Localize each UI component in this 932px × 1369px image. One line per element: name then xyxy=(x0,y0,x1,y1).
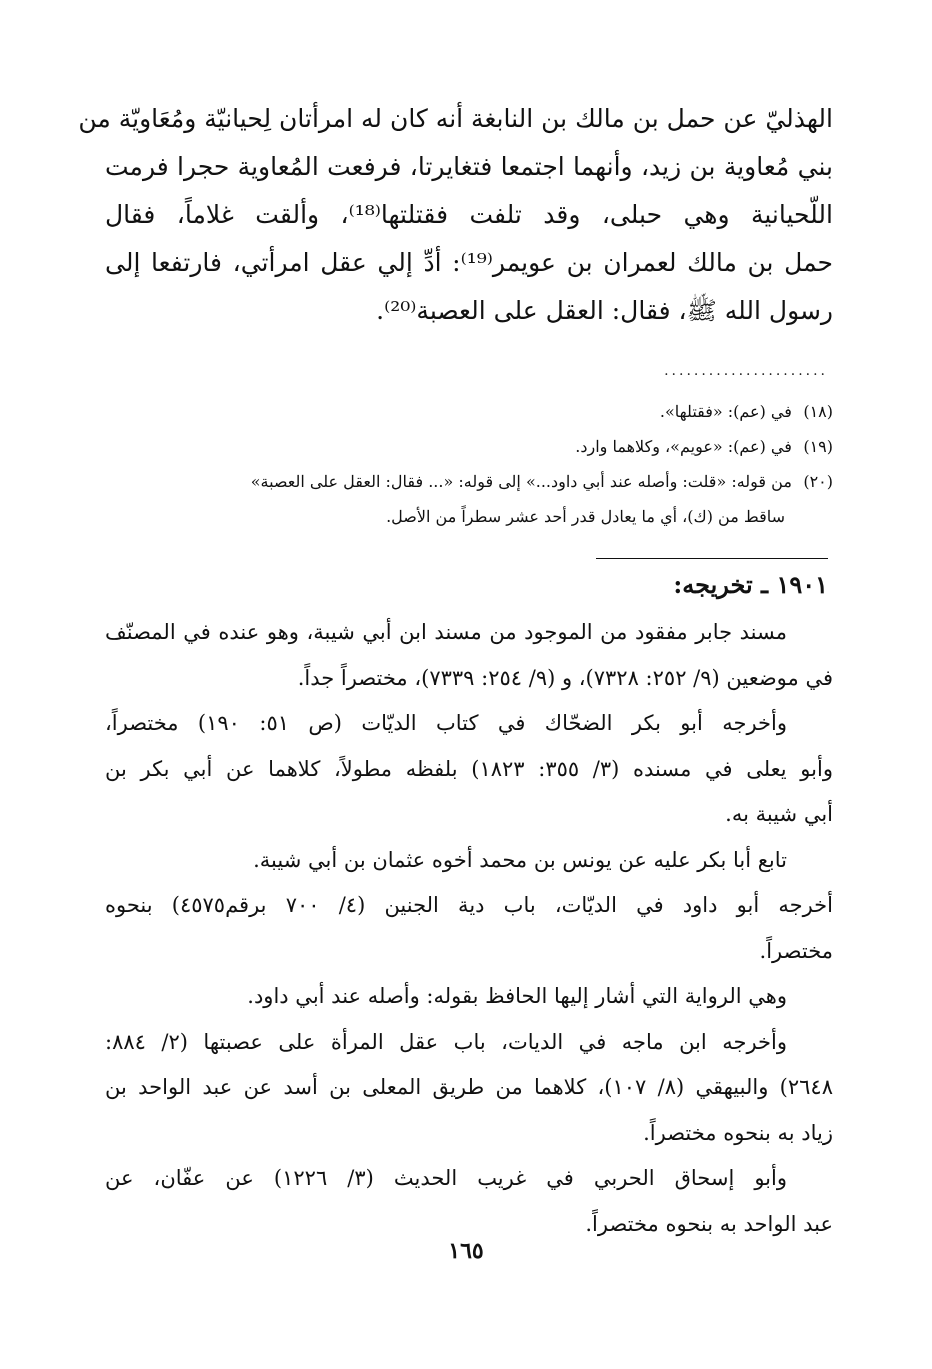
paragraph-line: وأبو إسحاق الحربي في غريب الحديث (٣/ ١٢٢٦) عن عفّان، عن xyxy=(105,1166,787,1190)
section-divider xyxy=(596,558,828,559)
paragraph-line: مسند جابر مفقود من الموجود من مسند ابن أبي شيبة، وهو عنده في المصنّف xyxy=(105,620,787,644)
paragraph xyxy=(105,1156,833,1247)
section-title: ١٩٠١ ـ تخريجه: xyxy=(673,570,828,599)
paragraph-line: وأخرجه ابن ماجه في الديات، باب عقل المرأة على عصبتها (٢/ ٨٨٤: xyxy=(105,1029,787,1054)
footnote xyxy=(105,464,833,499)
paragraph xyxy=(105,701,833,838)
page-number: ١٦٥ xyxy=(448,1238,484,1264)
paragraph-line: وأبو يعلى في مسنده (٣/ ٣٥٥: ١٨٢٣) بلفظه مطولاً، كلاهما عن أبي بكر بن xyxy=(105,756,833,781)
paragraph-line: عبد الواحد به بنحوه مختصراً. xyxy=(585,1211,833,1236)
footnote xyxy=(105,394,833,429)
takhrij-body xyxy=(105,610,833,1247)
main-text-line: الهذليّ عن حمل بن مالك بن النابغة أنه كان له امرأتان لِحيانيّة ومُعَاويّة من xyxy=(78,104,833,133)
main-text-line: اللّحيانية وهي حبلى، وقد تلفت فقتلتها⁽¹⁸⁾، وألقت غلاماً، فقال xyxy=(105,200,833,229)
main-text-line: رسول الله ﷺ، فقال: العقل على العصبة⁽²⁰⁾. xyxy=(376,296,833,325)
main-text-block xyxy=(78,95,834,335)
footnote-text: في (عم): «فقتلها». xyxy=(659,402,792,421)
footnote-number: (١٨) xyxy=(803,402,833,421)
paragraph-line: تابع أبا بكر عليه عن يونس بن محمد أخوه عثمان بن أبي شيبة. xyxy=(253,847,787,872)
paragraph xyxy=(105,610,833,701)
paragraph-line: أخرجه أبو داود في الديّات، باب دية الجنين (٤/ ٧٠٠ برقم٤٥٧٥) بنحوه xyxy=(105,893,833,917)
paragraph xyxy=(105,838,833,884)
paragraph-line: وهي الرواية التي أشار إليها الحافظ بقوله: وأصله عند أبي داود. xyxy=(247,984,787,1008)
footnote-text: من قوله: «قلت: وأصله عند أبي داود...» إلى قوله: «... فقال: العقل على العصبة» xyxy=(250,472,792,491)
footnote-separator-dots: ...................... xyxy=(664,363,828,379)
footnotes-block xyxy=(105,394,833,534)
main-text-line: بني مُعاوية بن زيد، وأنهما اجتمعا فتغايرتا، فرفعت المُعاوية حجرا فرمت xyxy=(105,152,833,181)
paragraph-line: مختصراً. xyxy=(759,938,833,963)
footnote-number: (٢٠) xyxy=(803,472,833,491)
footnote-text: في (عم): «عويم»، وكلاهما وارد. xyxy=(575,437,792,456)
paragraph xyxy=(105,1020,833,1157)
paragraph-line: أبي شيبة به. xyxy=(725,802,833,826)
paragraph xyxy=(105,883,833,974)
paragraph-line: في موضعين (٩/ ٢٥٢: ٧٣٢٨)، و (٩/ ٢٥٤: ٧٣٣٩)، مختصراً جداً. xyxy=(297,665,833,690)
footnote-text: ساقط من (ك)، أي ما يعادل قدر أحد عشر سطراً من الأصل. xyxy=(386,507,785,526)
footnote-continuation xyxy=(105,499,833,534)
paragraph xyxy=(105,974,833,1020)
paragraph-line: زياد به بنحوه مختصراً. xyxy=(643,1120,833,1145)
footnote xyxy=(105,429,833,464)
footnote-number: (١٩) xyxy=(803,437,833,456)
main-text-line: حمل بن مالك لعمران بن عويمر⁽¹⁹⁾: أدِّ إلي عقل امرأتي، فارتفعا إلى xyxy=(105,248,834,277)
paragraph-line: وأخرجه أبو بكر الضحّاك في كتاب الديّات (ص ٥١: ١٩٠) مختصراً، xyxy=(105,711,787,735)
paragraph-line: ٢٦٤٨) والبيهقي (٨/ ١٠٧)، كلاهما من طريق المعلى بن أسد عن عبد الواحد بن xyxy=(105,1075,833,1099)
